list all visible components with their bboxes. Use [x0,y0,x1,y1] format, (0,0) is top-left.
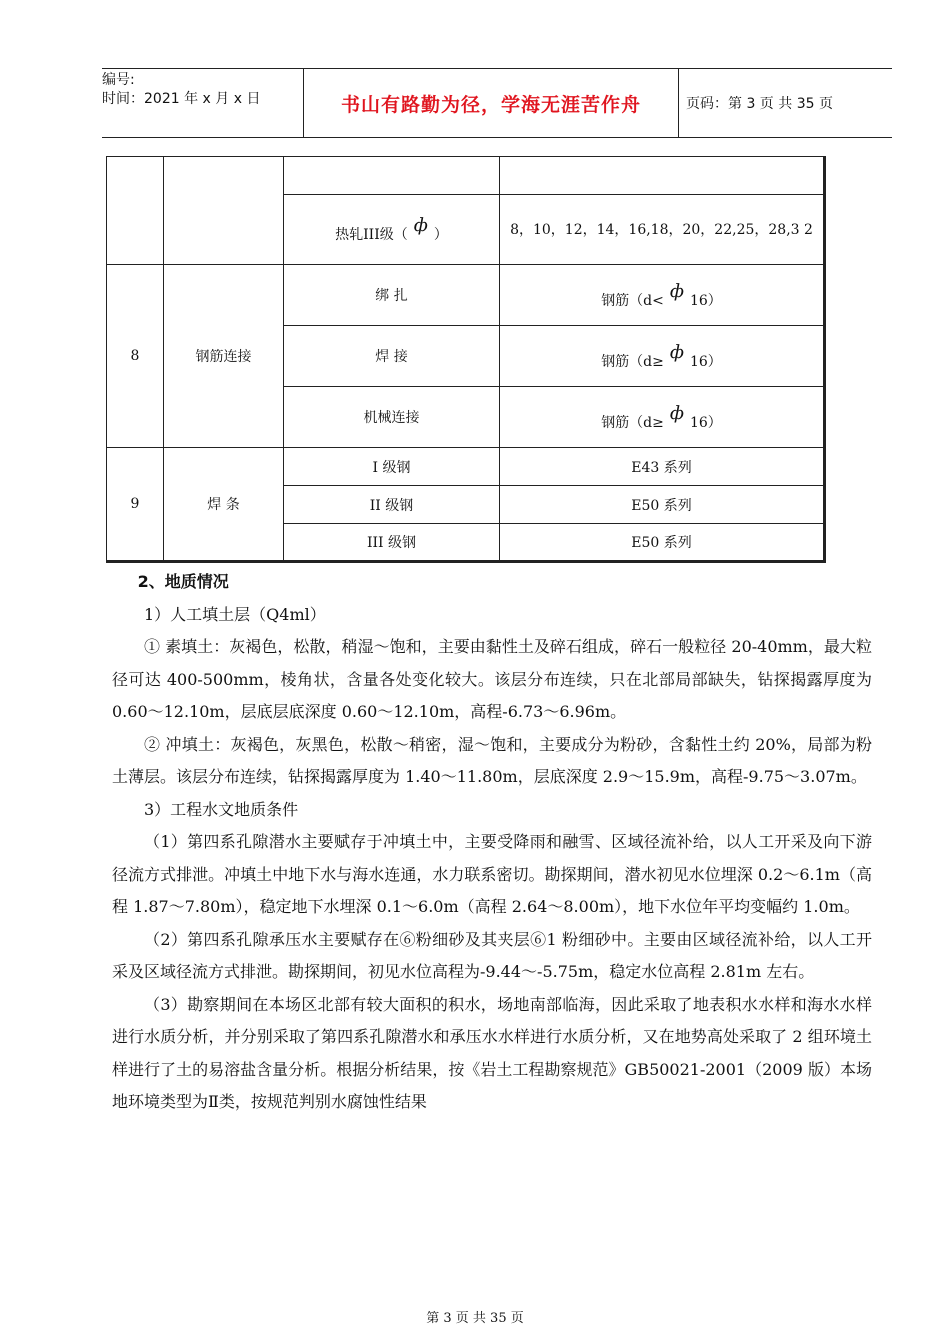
table-row [107,265,825,326]
rebar-spec-end: 16） [689,292,722,309]
connection-method: 绑 扎 [284,265,500,326]
rebar-spec: 钢筋（d≥ [601,414,664,431]
rebar-sizes: 8，10，12，14，16,18，20，22,25，28,3 2 [510,221,813,238]
table-cell [164,157,284,265]
paragraph: ② 冲填土：灰褐色，灰黑色，松散～稍密，湿～饱和，主要成分为粉砂，含黏性土约 20%，局部为粉土薄层。该层分布连续，钻探揭露厚度为 1.40～11.80m，层底深度 2.9～15.9m，高程-9.75～3.07m。 [112,734,872,786]
row-name: 焊 条 [164,448,284,562]
code-label: 编号: [102,72,135,88]
header-left [102,69,302,139]
paragraph: ① 素填土：灰褐色，松散，稍湿～饱和，主要由黏性土及碎石组成，碎石一般粒径 20-40mm，最大粒径可达 400-500mm，棱角状，含量各处变化较大。该层分布连续，只在北部局部缺失，钻探揭露厚度为 0.60～12.10m，层底层底深度 0.60～12.10m，高程-6.73～6.96m。 [112,637,872,721]
rebar-spec-end: 16） [689,414,722,431]
table-cell [500,387,825,448]
table-row [107,157,825,195]
table-cell [500,195,825,265]
phi-icon: ф [669,341,684,363]
table-cell [500,265,825,326]
subsection-heading: 3）工程水文地质条件 [144,799,299,819]
table-cell [500,157,825,195]
rebar-type-label: 热轧III级（ [335,227,408,243]
table-cell [284,157,500,195]
rebar-spec-end: 16） [689,353,722,370]
rebar-spec: 钢筋（d≥ [601,353,664,370]
electrode-series: E50 系列 [500,524,825,562]
page-header [102,68,892,138]
row-number: 9 [107,448,164,562]
paragraph: （3）勘察期间在本场区北部有较大面积的积水，场地南部临海，因此采取了地表积水水样和海水水样进行水质分析，并分别采取了第四系孔隙潜水和承压水水样进行水质分析，又在地势高处采取了 2 组环境土样进行了土的易溶盐含量分析。根据分析结果，按《岩土工程勘察规范》GB50021-2001（2009 版）本场地环境类型为Ⅱ类，按规范判别水腐蚀性结果 [112,994,872,1111]
steel-grade: II 级钢 [284,486,500,524]
phi-icon: ф [413,215,428,236]
phi-icon: ф [669,280,684,302]
table-cell [284,195,500,265]
rebar-spec: 钢筋（d< [601,292,664,309]
table-row [107,448,825,486]
document-body [112,566,872,1119]
paragraph: （1）第四系孔隙潜水主要赋存于冲填土中，主要受降雨和融雪、区域径流补给，以人工开采及向下游径流方式排泄。冲填土中地下水与海水连通，水力联系密切。勘探期间，潜水初见水位埋深 0.2～6.1m（高程 1.87～7.80m），稳定地下水埋深 0.1～6.0m（高程 2.64～8.00m），地下水位年平均变幅约 1.0m。 [112,832,872,916]
rebar-type-label-end: ） [433,227,448,243]
table-cell [500,326,825,387]
row-name: 钢筋连接 [164,265,284,448]
steel-grade: III 级钢 [284,524,500,562]
row-number: 8 [107,265,164,448]
page-footer: 第 3 页 共 35 页 [426,1311,524,1326]
header-page-info: 页码：第 3 页 共 35 页 [686,96,833,112]
subsection-heading: 1）人工填土层（Q4ml） [144,604,326,624]
electrode-series: E43 系列 [500,448,825,486]
header-motto: 书山有路勤为径，学海无涯苦作舟 [303,69,679,137]
table-cell [107,157,164,265]
connection-method: 机械连接 [284,387,500,448]
paragraph: （2）第四系孔隙承压水主要赋存在⑥粉细砂及其夹层⑥1 粉细砂中。主要由区域径流补给，以人工开采及区域径流方式排泄。勘探期间，初见水位高程为-9.44～-5.75m，稳定水位高程 2.81m 左右。 [112,929,872,981]
connection-method: 焊 接 [284,326,500,387]
steel-grade: I 级钢 [284,448,500,486]
section-heading: 2、地质情况 [137,572,229,591]
materials-table [106,156,826,563]
electrode-series: E50 系列 [500,486,825,524]
phi-icon: ф [669,402,684,424]
time-label: 时间：2021 年 x 月 x 日 [102,91,261,107]
